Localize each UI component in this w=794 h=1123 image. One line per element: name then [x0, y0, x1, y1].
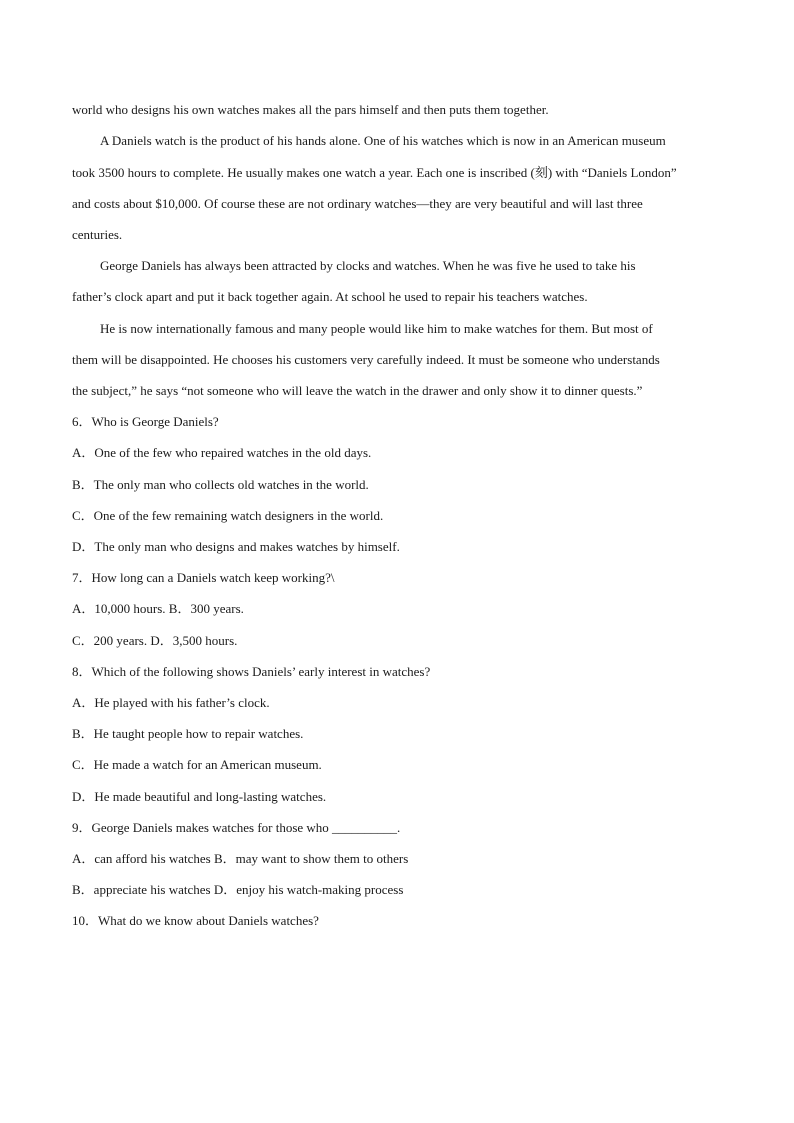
question-6-option-b: B．The only man who collects old watches in the world. — [72, 477, 369, 492]
question-8-option-a: A．He played with his father’s clock. — [72, 695, 270, 710]
question-10-stem: 10．What do we know about Daniels watches? — [72, 913, 319, 928]
passage-paragraph-start: A Daniels watch is the product of his hands alone. One of his watches which is now in an American museum — [100, 133, 666, 148]
passage-line: world who designs his own watches makes all the pars himself and then puts them together. — [72, 102, 549, 117]
question-8-option-d: D．He made beautiful and long-lasting watches. — [72, 789, 327, 804]
passage-line: and costs about $10,000. Of course these are not ordinary watches—they are very beautiful and will last three — [72, 196, 643, 211]
question-7-options-ab: A．10,000 hours. B．300 years. — [72, 601, 244, 616]
passage-line: took 3500 hours to complete. He usually makes one watch a year. Each one is inscribed (刻) with “Daniels London” — [72, 165, 677, 180]
question-7-stem: 7．How long can a Daniels watch keep working?\ — [72, 570, 335, 585]
question-6-option-d: D．The only man who designs and makes watches by himself. — [72, 539, 400, 554]
question-8-stem: 8．Which of the following shows Daniels’ early interest in watches? — [72, 664, 431, 679]
passage-line: them will be disappointed. He chooses his customers very carefully indeed. It must be someone who understands — [72, 352, 660, 367]
question-6-option-a: A．One of the few who repaired watches in the old days. — [72, 445, 372, 460]
question-6-option-c: C．One of the few remaining watch designers in the world. — [72, 508, 384, 523]
passage-line: centuries. — [72, 227, 123, 242]
question-9-options-row-2: B．appreciate his watches D．enjoy his watch-making process — [72, 882, 404, 897]
passage-line: the subject,” he says “not someone who will leave the watch in the drawer and only show it to dinner quests.” — [72, 383, 643, 398]
question-8-option-c: C．He made a watch for an American museum. — [72, 757, 322, 772]
question-6-stem: 6．Who is George Daniels? — [72, 414, 219, 429]
passage-paragraph-start: He is now internationally famous and many people would like him to make watches for them. But most of — [100, 321, 653, 336]
passage-paragraph-start: George Daniels has always been attracted by clocks and watches. When he was five he used to take his — [100, 258, 636, 273]
passage-line: father’s clock apart and put it back together again. At school he used to repair his teachers watches. — [72, 289, 588, 304]
question-8-option-b: B．He taught people how to repair watches. — [72, 726, 304, 741]
question-9-options-row-1: A．can afford his watches B．may want to show them to others — [72, 851, 409, 866]
question-9-stem: 9．George Daniels makes watches for those who __________. — [72, 820, 401, 835]
question-7-options-cd: C．200 years. D．3,500 hours. — [72, 633, 238, 648]
